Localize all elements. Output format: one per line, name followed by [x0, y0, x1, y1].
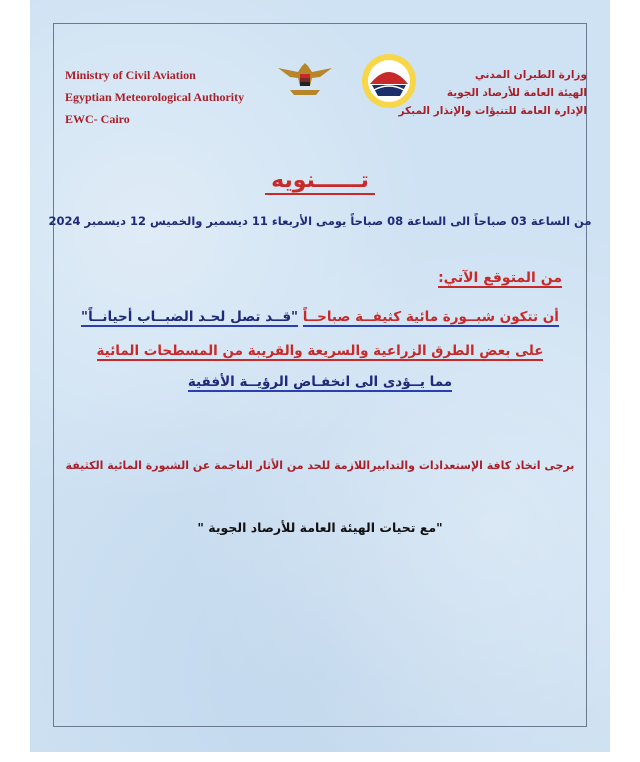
ministry-name-ar: وزارة الطيران المدني: [474, 69, 587, 81]
notice-period: من الساعة 03 صباحاً الى الساعة 08 صباحاً يومى الأربعاء 11 ديسمبر والخميس 12 ديسمبر 2024: [48, 214, 592, 228]
fog-forecast: أن تتكون شبــورة مائية كثيفــة صباحــاً: [302, 309, 559, 325]
authority-name-ar: الهيئة العامة للأرصاد الجوية: [446, 87, 587, 99]
ministry-name: Ministry of Civil Aviation: [65, 68, 196, 82]
advice-text: برجى اتخاذ كافة الإستعدادات والتدابيراللازمة للحد من الأثار الناجمة عن الشبورة المائية الكثيفة: [65, 459, 575, 472]
fog-intensity: "قــد تصل لحـد الضبــاب أحيانــاً": [81, 309, 299, 325]
directorate-name-ar: الإدارة العامة للتنبؤات والإنذار المبكر: [398, 105, 587, 117]
expected-label: من المتوقع الآتي:: [438, 270, 562, 286]
forecast-line-2: على بعض الطرق الزراعية والسريعة والقريبة من المسطحات المائية: [96, 343, 544, 359]
english-header: [65, 64, 244, 130]
center-name: EWC- Cairo: [65, 112, 130, 126]
greeting-text: "مع تحيات الهيئة العامة للأرصاد الجوية ": [197, 520, 443, 535]
forecast-line-3: مما يــؤدى الى انخفـاض الرؤيــة الأفقية: [187, 374, 453, 390]
notice-title: تــــــنويه: [0, 168, 640, 193]
authority-name: Egyptian Meteorological Authority: [65, 90, 245, 104]
eagle-emblem-icon: [276, 60, 334, 98]
arabic-header: [399, 66, 587, 120]
forecast-line-1: [0, 309, 640, 325]
